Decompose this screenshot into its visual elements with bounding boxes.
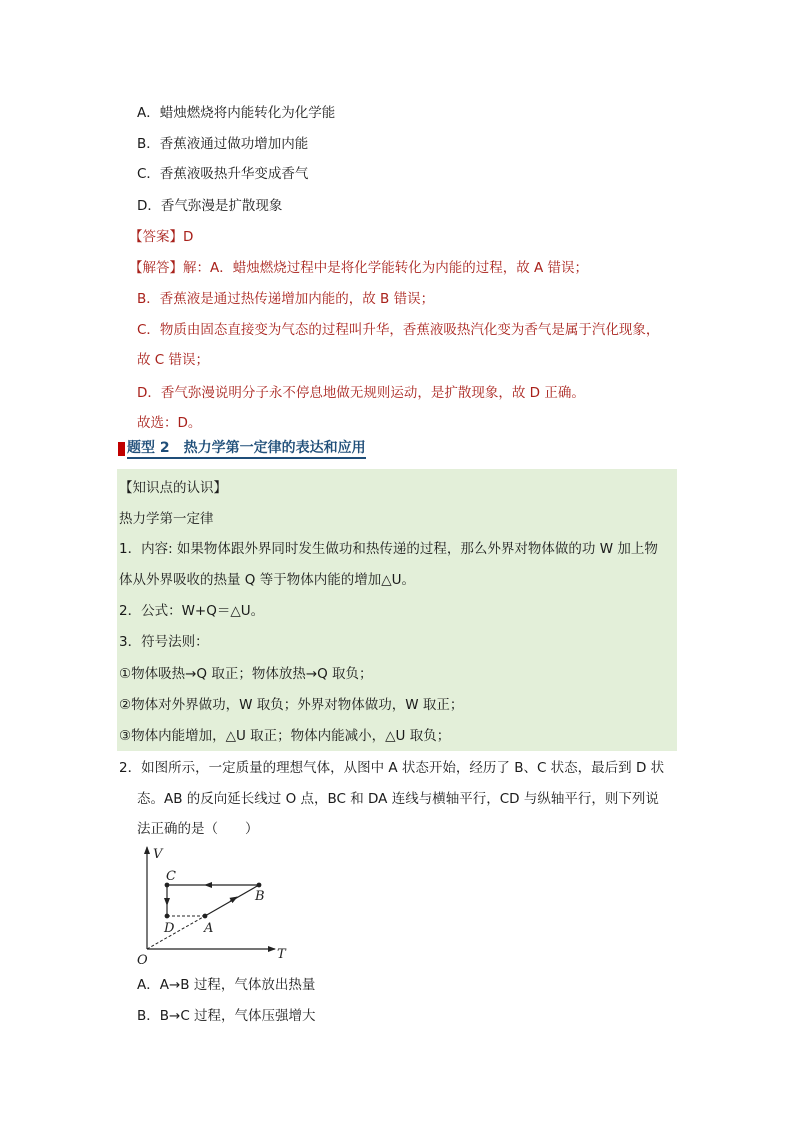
answer-label: 【答案】 [129,229,183,245]
option-b-prev: B．香蕉液通过做功增加内能 [137,136,309,152]
point-d [165,914,170,919]
point-a [203,914,208,919]
ab-line [205,885,259,916]
explanation-line-1 [129,258,588,278]
vt-diagram [133,843,293,968]
option-d-prev: D．香气弥漫是扩散现象 [137,198,283,214]
a-label: A [204,921,214,936]
question-line-2: 态。AB 的反向延长线过 O 点，BC 和 DA 连线与横轴平行，CD 与纵轴平行，则下列说 [137,791,659,807]
choose-line: 故选：D。 [137,415,202,431]
option-a-new: A．A→B 过程，气体放出热量 [137,977,316,993]
explanation-text-1: 解：A．蜡烛燃烧过程中是将化学能转化为内能的过程，故 A 错误； [183,260,589,276]
ab-arrow [230,897,237,901]
point-b [257,883,262,888]
answer-line [129,227,193,247]
knowledge-line-1a: 1．内容: 如果物体跟外界同时发生做功和热传递的过程，那么外界对物体做的功 W 加上物 [119,541,658,557]
section-heading [118,438,366,460]
knowledge-rule-3: ③物体内能增加，△U 取正；物体内能减小，△U 取负； [119,728,451,744]
option-c-prev: C．香蕉液吸热升华变成香气 [137,166,309,182]
knowledge-title: 【知识点的认识】 [119,480,227,496]
explanation-line-4: 故 C 错误； [137,352,210,368]
b-label: B [255,889,265,904]
o-label: O [137,953,148,968]
v-label: V [153,847,163,862]
ab-extension [147,916,205,949]
knowledge-line-1b: 体从外界吸收的热量 Q 等于物体内能的增加△U。 [119,572,415,588]
t-label: T [277,947,286,962]
knowledge-rule-1: ①物体吸热→Q 取正；物体放热→Q 取负； [119,666,373,682]
section-marker [118,442,125,456]
option-a-prev: A．蜡烛燃烧将内能转化为化学能 [137,105,336,121]
explanation-line-5: D．香气弥漫说明分子永不停息地做无规则运动，是扩散现象，故 D 正确。 [137,385,585,401]
explanation-label: 【解答】 [129,260,183,276]
explanation-line-2: B．香蕉液是通过热传递增加内能的，故 B 错误； [137,291,435,307]
option-b-new: B．B→C 过程，气体压强增大 [137,1008,316,1024]
knowledge-line-3: 3．符号法则： [119,634,209,650]
question-line-3: 法正确的是（ ） [137,821,259,837]
answer-value: D [183,229,194,245]
knowledge-subtitle: 热力学第一定律 [119,511,214,527]
d-label: D [164,921,175,936]
explanation-line-3: C．物质由固态直接变为气态的过程叫升华，香蕉液吸热汽化变为香气是属于汽化现象， [137,322,660,338]
c-label: C [166,869,176,884]
question-line-1: 2．如图所示，一定质量的理想气体，从图中 A 状态开始，经历了 B、C 状态，最后到 D 状 [119,760,665,776]
section-title: 题型 2 热力学第一定律的表达和应用 [127,439,366,459]
knowledge-line-2: 2．公式：W+Q＝△U。 [119,603,265,619]
knowledge-rule-2: ②物体对外界做功，W 取负；外界对物体做功，W 取正； [119,697,464,713]
